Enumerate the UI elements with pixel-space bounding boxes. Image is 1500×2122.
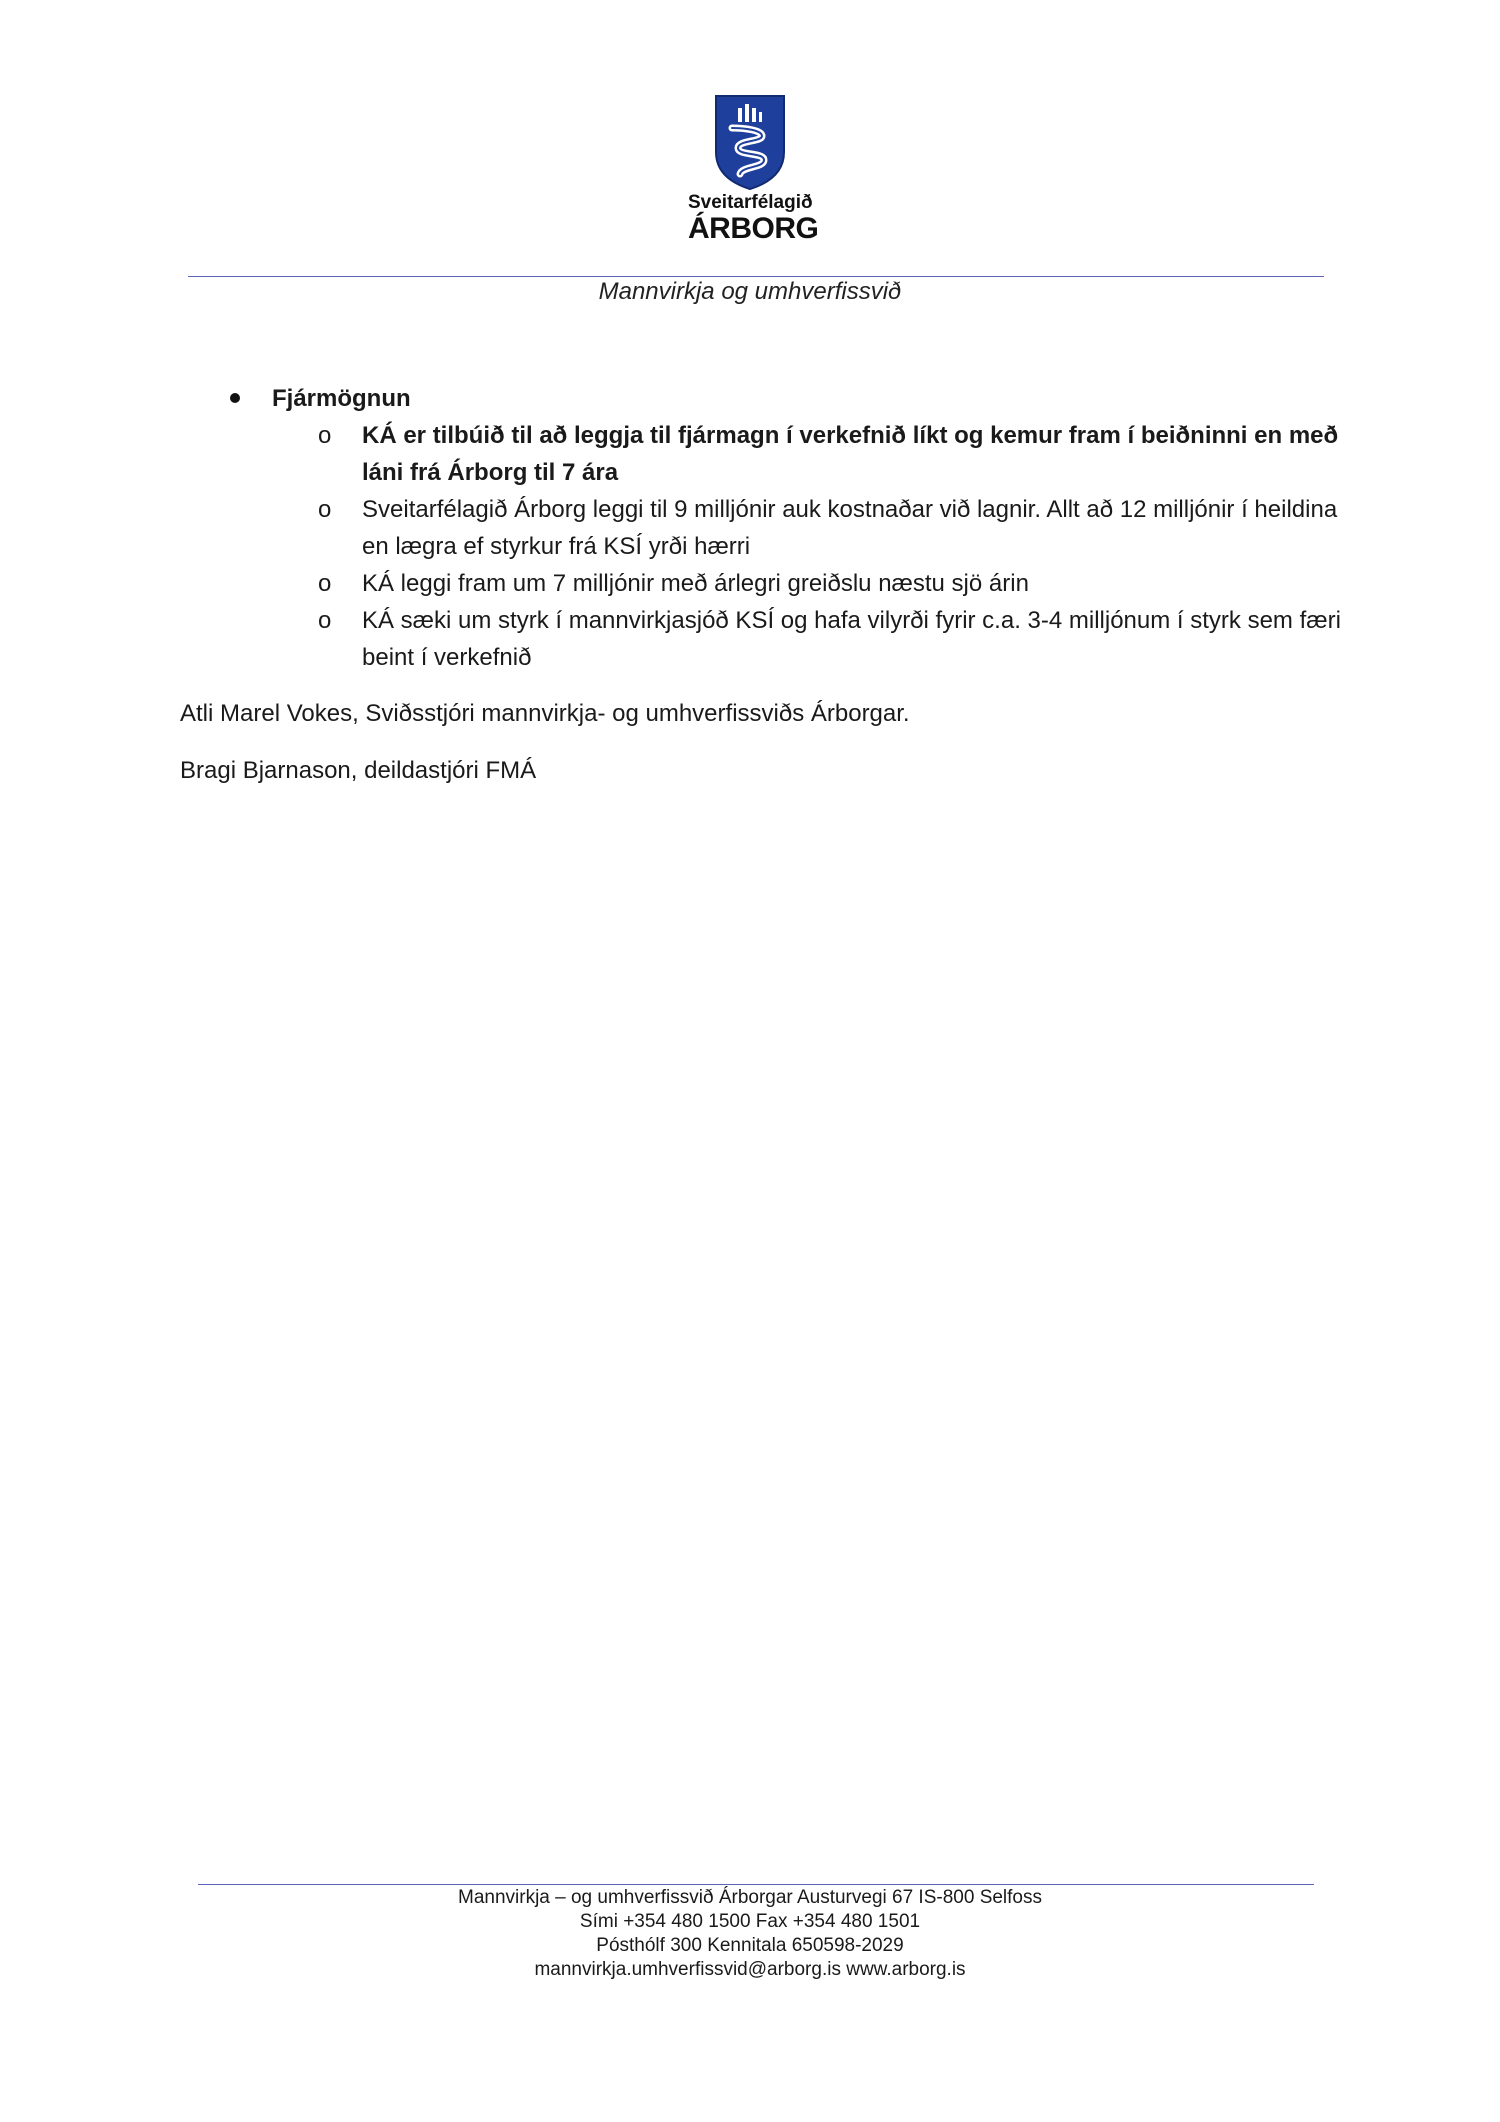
list-item-text: KÁ sæki um styrk í mannvirkjasjóð KSÍ og hafa vilyrði fyrir c.a. 3-4 milljónum í styrk sem færi beint í verkefnið	[362, 607, 1341, 671]
list-item-text: KÁ er tilbúið til að leggja til fjármagn í verkefnið líkt og kemur fram í beiðninni en með láni frá Árborg til 7 ára	[362, 422, 1339, 486]
footer-postbox: Pósthólf 300 Kennitala 650598-2029	[596, 1935, 904, 1956]
logo-name: ÁRBORG	[688, 212, 819, 245]
funding-list	[180, 417, 1350, 676]
arborg-crest-icon	[714, 94, 786, 190]
circle-bullet-icon: o	[318, 496, 332, 523]
list-item	[180, 602, 1350, 676]
footer	[0, 1886, 1500, 1982]
header-divider	[188, 276, 1324, 277]
logo-municipality-label: Sveitarfélagið	[688, 192, 813, 213]
list-item-text: KÁ leggi fram um 7 milljónir með árlegri greiðslu næstu sjö árin	[362, 570, 1029, 597]
circle-bullet-icon: o	[318, 422, 332, 449]
list-item	[180, 417, 1350, 491]
section-heading	[180, 380, 1350, 417]
signature-line: Bragi Bjarnason, deildastjóri FMÁ	[180, 757, 537, 784]
section-heading-text: Fjármögnun	[272, 385, 411, 412]
list-item	[180, 565, 1350, 602]
list-item	[180, 491, 1350, 565]
circle-bullet-icon: o	[318, 570, 332, 597]
signature-line: Atli Marel Vokes, Sviðsstjóri mannvirkja- og umhverfissviðs Árborgar.	[180, 700, 910, 727]
bullet-icon	[230, 393, 240, 403]
footer-contact: mannvirkja.umhverfissvid@arborg.is www.arborg.is	[534, 1959, 966, 1980]
footer-divider	[198, 1884, 1314, 1885]
circle-bullet-icon: o	[318, 607, 332, 634]
footer-address: Mannvirkja – og umhverfissvið Árborgar Austurvegi 67 IS-800 Selfoss	[458, 1887, 1042, 1908]
footer-phone: Sími +354 480 1500 Fax +354 480 1501	[579, 1911, 921, 1932]
list-item-text: Sveitarfélagið Árborg leggi til 9 milljónir auk kostnaðar við lagnir. Allt að 12 milljónir í heildina en lægra ef styrkur frá KSÍ yrði hærri	[362, 496, 1338, 560]
logo	[688, 94, 819, 254]
department-title: Mannvirkja og umhverfissvið	[598, 278, 902, 305]
document-body	[180, 380, 1350, 789]
